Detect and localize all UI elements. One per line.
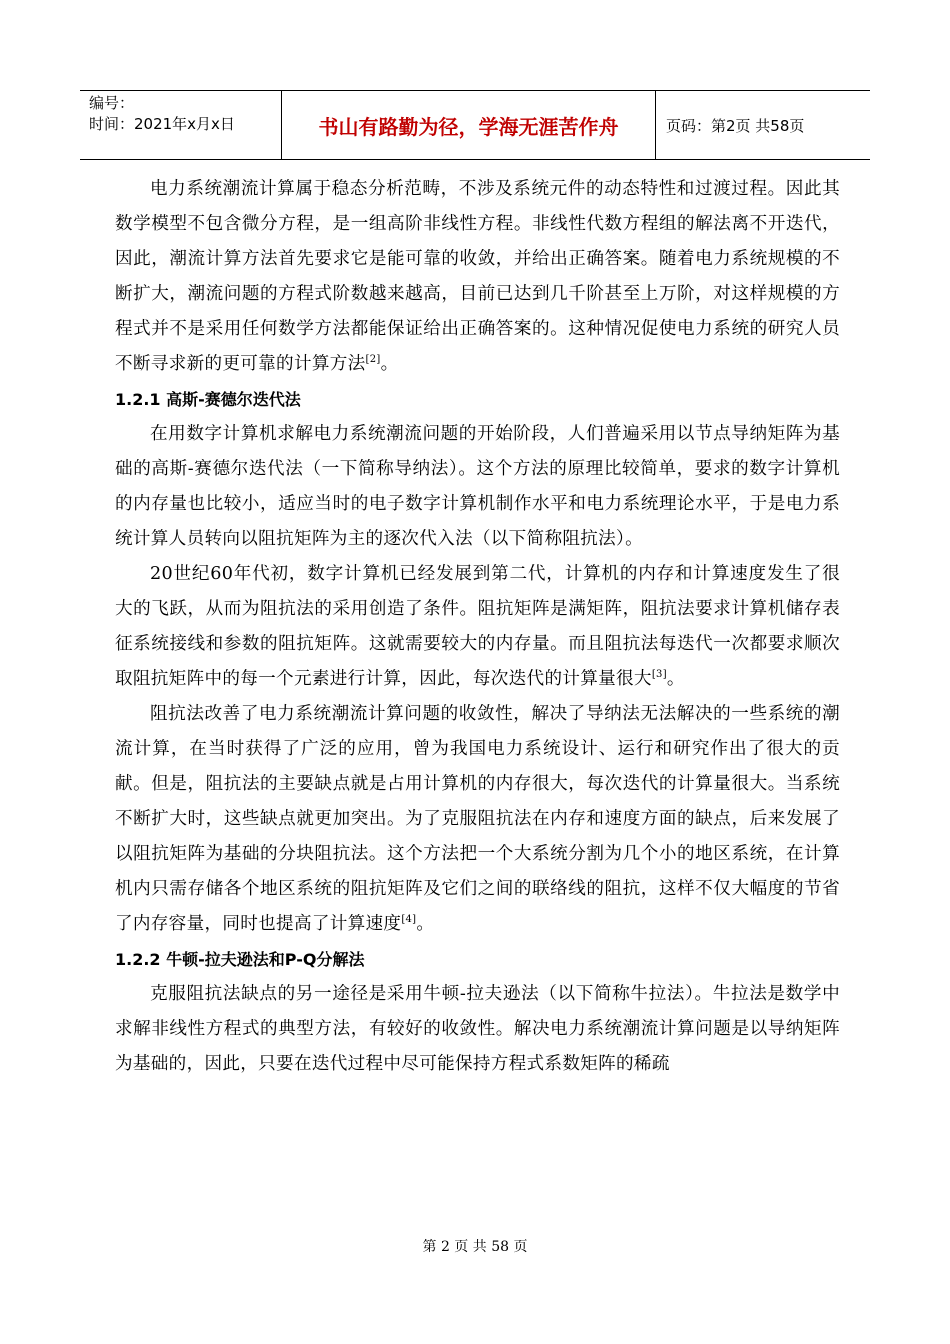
page-header	[80, 90, 870, 160]
page-footer: 第 2 页 共 58 页	[422, 1239, 528, 1255]
header-motto: 书山有路勤为径，学海无涯苦作舟	[281, 91, 656, 159]
citation: [2]	[365, 354, 381, 365]
paragraph: 阻抗法改善了电力系统潮流计算问题的收敛性，解决了导纳法无法解决的一些系统的潮流计算，在当时获得了广泛的应用，曾为我国电力系统设计、运行和研究作出了很大的贡献。但是，阻抗法的主要缺点就是占用计算机的内存很大，每次迭代的计算量很大。当系统不断扩大时，这些缺点就更加突出。为了克服阻抗法在内存和速度方面的缺点，后来发展了以阻抗矩阵为基础的分块阻抗法。这个方法把一个大系统分割为几个小的地区系统，在计算机内只需存储各个地区系统的阻抗矩阵及它们之间的联络线的阻抗，这样不仅大幅度的节省了内存容量，同时也提高了计算速度[4]。	[115, 704, 840, 934]
paragraph: 电力系统潮流计算属于稳态分析范畴，不涉及系统元件的动态特性和过渡过程。因此其数学模型不包含微分方程，是一组高阶非线性方程。非线性代数方程组的解法离不开迭代，因此，潮流计算方法首先要求它是能可靠的收敛，并给出正确答案。随着电力系统规模的不断扩大，潮流问题的方程式阶数越来越高，目前已达到几千阶甚至上万阶，对这样规模的方程式并不是采用任何数学方法都能保证给出正确答案的。这种情况促使电力系统的研究人员不断寻求新的更可靠的计算方法[2]。	[115, 179, 840, 374]
section-heading: 1.2.1 高斯-赛德尔迭代法	[115, 390, 301, 409]
citation: [3]	[651, 669, 667, 680]
document-body	[115, 172, 840, 1082]
section-heading: 1.2.2 牛顿-拉夫逊法和P-Q分解法	[115, 950, 365, 969]
header-meta	[80, 91, 281, 159]
header-page-number: 页码：第2页 共58页	[666, 116, 805, 135]
paragraph: 20世纪60年代初，数字计算机已经发展到第二代，计算机的内存和计算速度发生了很大的飞跃，从而为阻抗法的采用创造了条件。阻抗矩阵是满矩阵，阻抗法要求计算机储存表征系统接线和参数的阻抗矩阵。这就需要较大的内存量。而且阻抗法每迭代一次都要求顺次取阻抗矩阵中的每一个元素进行计算，因此，每次迭代的计算量很大[3]。	[115, 564, 840, 689]
citation: [4]	[401, 914, 417, 925]
paragraph: 在用数字计算机求解电力系统潮流问题的开始阶段，人们普遍采用以节点导纳矩阵为基础的高斯-赛德尔迭代法（一下简称导纳法）。这个方法的原理比较简单，要求的数字计算机的内存量也比较小，适应当时的电子数字计算机制作水平和电力系统理论水平，于是电力系统计算人员转向以阻抗矩阵为主的逐次代入法（以下简称阻抗法）。	[115, 424, 840, 549]
paragraph: 克服阻抗法缺点的另一途径是采用牛顿-拉夫逊法（以下简称牛拉法）。牛拉法是数学中求解非线性方程式的典型方法，有较好的收敛性。解决电力系统潮流计算问题是以导纳矩阵为基础的，因此，只要在迭代过程中尽可能保持方程式系数矩阵的稀疏	[115, 984, 840, 1074]
time-label: 时间：2021年x月x日	[89, 115, 235, 133]
number-label: 编号：	[89, 94, 135, 112]
